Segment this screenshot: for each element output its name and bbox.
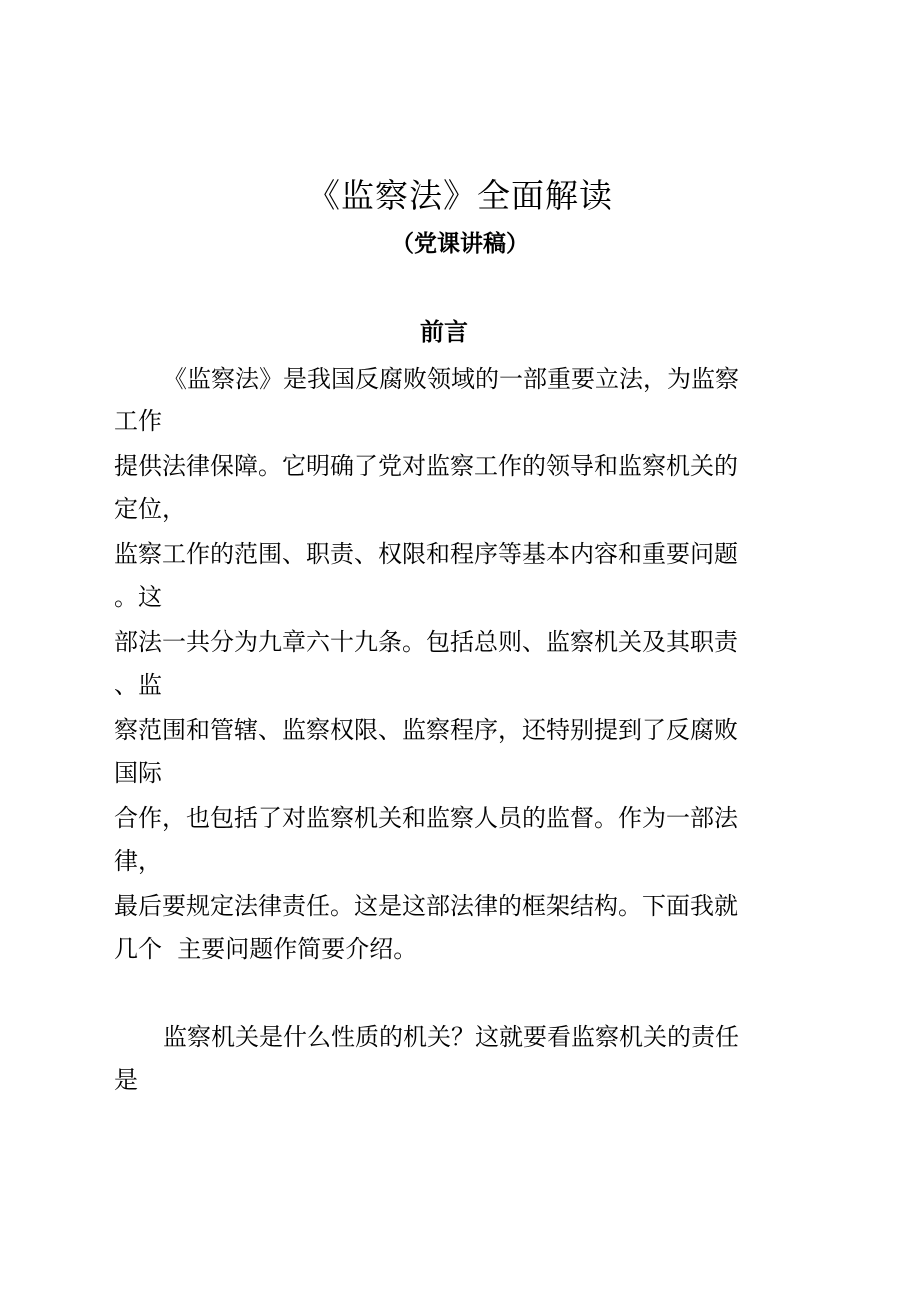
paragraph-line: 《监察法》是我国反腐败领域的一部重要立法，为监察 (163, 365, 739, 393)
paragraph-line: 部法一共分为九章六十九条。包括总则、监察机关及其职责 (114, 628, 738, 656)
paragraph-line: 几个 主要问题作简要介绍。 (114, 935, 418, 963)
paragraph-line: 察范围和管辖、监察权限、监察程序，还特别提到了反腐败 (114, 716, 738, 744)
paragraph-line: 监察机关是什么性质的机关？这就要看监察机关的责任 (163, 1023, 739, 1051)
paragraph-line: 律， (114, 847, 162, 875)
paragraph-line: 监察工作的范围、职责、权限和程序等基本内容和重要问题 (114, 540, 738, 568)
paragraph-line: 最后要规定法律责任。这是这部法律的框架结构。下面我就 (114, 892, 738, 920)
paragraph-line: 是 (114, 1066, 138, 1094)
document-title: 《监察法》全面解读 (307, 176, 613, 215)
paragraph-line: 。这 (114, 583, 162, 611)
paragraph-line: 国际 (114, 759, 162, 787)
paragraph-line: 工作 (114, 407, 162, 435)
paragraph-line: 、监 (114, 671, 162, 699)
paragraph-line: 合作，也包括了对监察机关和监察人员的监督。作为一部法 (114, 804, 738, 832)
document-subtitle: （党课讲稿） (391, 231, 529, 257)
paragraph-line: 定位， (114, 495, 186, 523)
paragraph-line: 提供法律保障。它明确了党对监察工作的领导和监察机关的 (114, 452, 738, 480)
section-heading: 前言 (420, 318, 468, 346)
